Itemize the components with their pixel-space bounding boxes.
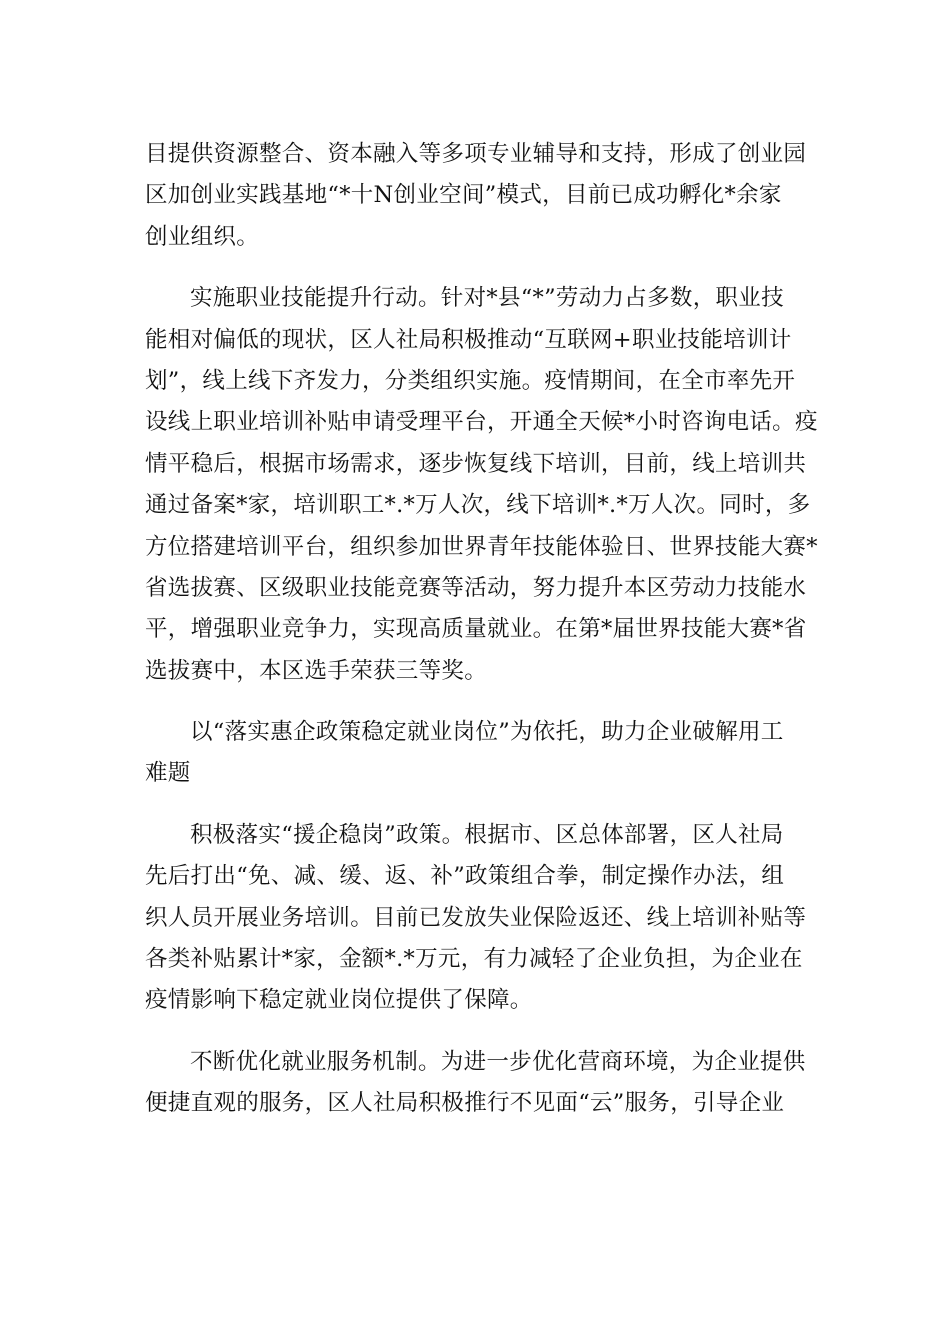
paragraph-gap bbox=[145, 258, 815, 278]
paragraph-2 bbox=[145, 278, 818, 692]
paragraph-line: 能相对偏低的现状，区人社局积极推动“互联网+职业技能培训计 bbox=[145, 326, 792, 353]
paragraph-4 bbox=[145, 815, 815, 1022]
paragraph-line: 以“落实惠企政策稳定就业岗位”为依托，助力企业破解用工 bbox=[190, 719, 784, 746]
paragraph-gap bbox=[145, 1022, 815, 1042]
paragraph-line: 通过备案*家，培训职工*.*万人次，线下培训*.*万人次。同时，多 bbox=[145, 492, 811, 519]
paragraph-line: 平，增强职业竞争力，实现高质量就业。在第*届世界技能大赛*省 bbox=[145, 616, 807, 643]
paragraph-line: 省选拔赛、区级职业技能竞赛等活动，努力提升本区劳动力技能水 bbox=[145, 574, 807, 601]
paragraph-line: 积极落实“援企稳岗”政策。根据市、区总体部署，区人社局 bbox=[190, 821, 784, 848]
document-body bbox=[145, 134, 818, 1125]
paragraph-line: 区加创业实践基地“*十N创业空间”模式，目前已成功孵化*余家 bbox=[145, 182, 782, 209]
paragraph-line: 目提供资源整合、资本融入等多项专业辅导和支持，形成了创业园 bbox=[145, 141, 807, 167]
paragraph-1 bbox=[145, 134, 815, 258]
paragraph-3 bbox=[145, 712, 815, 795]
paragraph-line: 各类补贴累计*家，金额*.*万元，有力减轻了企业负担，为企业在 bbox=[145, 946, 803, 973]
paragraph-line: 难题 bbox=[145, 760, 191, 787]
paragraph-5 bbox=[145, 1042, 815, 1125]
paragraph-gap bbox=[145, 795, 815, 815]
paragraph-line: 织人员开展业务培训。目前已发放失业保险返还、线上培训补贴等 bbox=[145, 904, 807, 931]
paragraph-line: 创业组织。 bbox=[145, 223, 260, 250]
paragraph-line: 便捷直观的服务，区人社局积极推行不见面“云”服务，引导企业 bbox=[145, 1090, 785, 1117]
paragraph-line: 设线上职业培训补贴申请受理平台，开通全天候*小时咨询电话。疫 bbox=[145, 409, 818, 436]
paragraph-gap bbox=[145, 692, 815, 712]
paragraph-line: 实施职业技能提升行动。针对*县“*”劳动力占多数，职业技 bbox=[190, 285, 784, 312]
paragraph-line: 方位搭建培训平台，组织参加世界青年技能体验日、世界技能大赛* bbox=[145, 533, 818, 560]
paragraph-line: 不断优化就业服务机制。为进一步优化营商环境，为企业提供 bbox=[190, 1048, 806, 1075]
paragraph-line: 划”，线上线下齐发力，分类组织实施。疫情期间，在全市率先开 bbox=[145, 367, 796, 394]
paragraph-line: 先后打出“免、减、缓、返、补”政策组合拳，制定操作办法，组 bbox=[145, 863, 785, 890]
paragraph-line: 疫情影响下稳定就业岗位提供了保障。 bbox=[145, 987, 533, 1014]
paragraph-line: 情平稳后，根据市场需求，逐步恢复线下培训，目前，线上培训共 bbox=[145, 450, 807, 477]
paragraph-line: 选拔赛中，本区选手荣获三等奖。 bbox=[145, 657, 488, 684]
